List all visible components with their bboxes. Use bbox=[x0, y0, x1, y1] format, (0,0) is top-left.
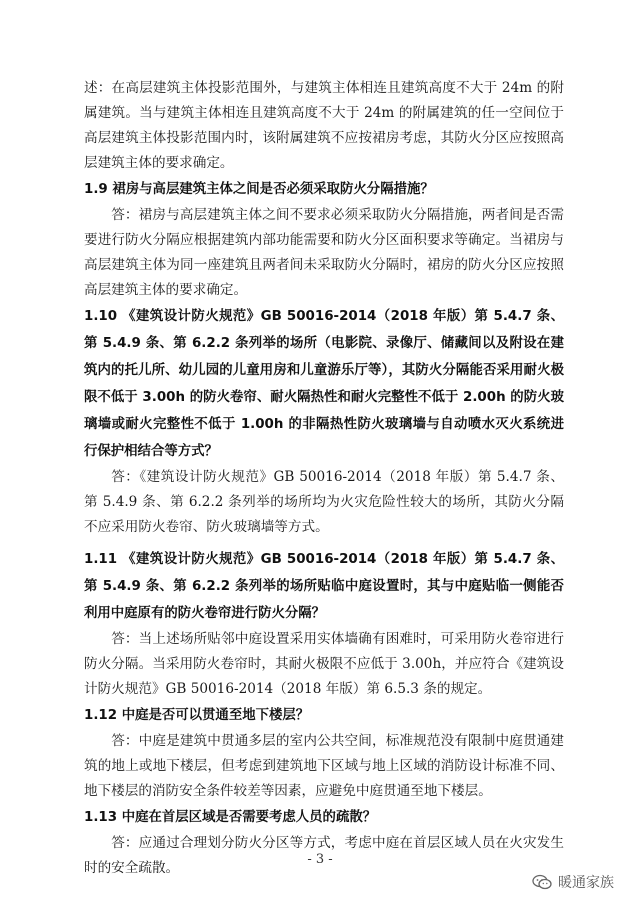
watermark bbox=[532, 872, 614, 892]
answer-1-12: 答：中庭是建筑中贯通多层的室内公共空间，标准规范没有限制中庭贯通建筑的地上或地下楼层，但考虑到建筑地下区域与地上区域的消防设计标准不同、地下楼层的消防安全条件较差等因素，应避免中庭贯通至地下楼层。 bbox=[84, 733, 564, 799]
paragraph-continuation: 述：在高层建筑主体投影范围外，与建筑主体相连且建筑高度不大于 24m 的附属建筑。当与建筑主体相连且建筑高度不大于 24m 的附属建筑的任一空间位于高层建筑主体投影范围内时，该附属建筑不应按裙房考虑，其防火分区应按照高层建筑主体的要求确定。 bbox=[84, 80, 564, 171]
answer-1-10: 答：《建筑设计防火规范》GB 50016-2014（2018 年版）第 5.4.7 条、第 5.4.9 条、第 6.2.2 条列举的场所均为火灾危险性较大的场所，其防火分隔不应采用防火卷帘、防火玻璃墙等方式。 bbox=[84, 469, 564, 535]
wechat-icon bbox=[532, 874, 552, 890]
question-1-12: 1.12 中庭是否可以贯通至地下楼层？ bbox=[84, 708, 310, 723]
question-1-9: 1.9 裙房与高层建筑主体之间是否必须采取防火分隔措施？ bbox=[84, 182, 434, 197]
answer-1-11: 答：当上述场所贴邻中庭设置采用实体墙确有困难时，可采用防火卷帘进行防火分隔。当采用防火卷帘时，其耐火极限不应低于 3.00h，并应符合《建筑设计防火规范》GB 50016-2014（2018 年版）第 6.5.3 条的规定。 bbox=[84, 631, 564, 697]
question-1-11: 1.11 《建筑设计防火规范》GB 50016-2014（2018 年版）第 5.4.7 条、第 5.4.9 条、第 6.2.2 条列举的场所贴临中庭设置时，其与中庭贴临一侧能否利用中庭原有的防火卷帘进行防火分隔？ bbox=[84, 552, 564, 621]
page-number: - 3 - bbox=[307, 852, 333, 867]
document-body bbox=[84, 76, 564, 881]
question-1-10: 1.10 《建筑设计防火规范》GB 50016-2014（2018 年版）第 5.4.7 条、第 5.4.9 条、第 6.2.2 条列举的场所（电影院、录像厅、储藏间以及附设在建筑内的托儿所、幼儿园的儿童用房和儿童游乐厅等），其防火分隔能否采用耐火极限不低于 3.00h 的防火卷帘、耐火隔热性和耐火完整性不低于 2.00h 的防火玻璃墙或耐火完整性不低于 1.00h 的非隔热性防火玻璃墙与自动喷水灭火系统进行保护相结合等方式？ bbox=[84, 309, 564, 459]
answer-1-9: 答：裙房与高层建筑主体之间不要求必须采取防火分隔措施，两者间是否需要进行防火分隔应根据建筑内部功能需要和防火分区面积要求等确定。当裙房与高层建筑主体为同一座建筑且两者间未采取防火分隔时，裙房的防火分区应按照高层建筑主体的要求确定。 bbox=[84, 207, 564, 298]
question-1-13: 1.13 中庭在首层区域是否需要考虑人员的疏散？ bbox=[84, 810, 377, 825]
watermark-text: 暖通家族 bbox=[558, 875, 614, 891]
answer-1-13: 答：应通过合理划分防火分区等方式，考虑中庭在首层区域人员在火灾发生时的安全疏散。 bbox=[84, 835, 564, 876]
